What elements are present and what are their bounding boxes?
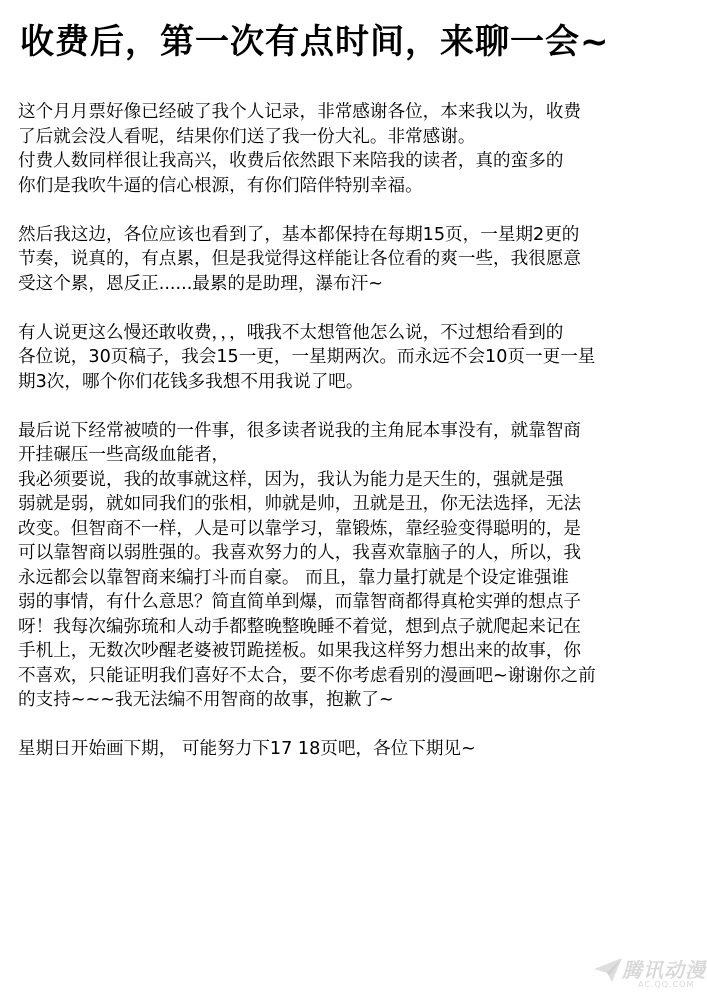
text-line: 星期日开始画下期， 可能努力下17 18页吧，各位下期见~: [18, 739, 476, 759]
text-line: 有人说更这么慢还敢收费，，，哦我不太想管他怎么说，不过想给看到的: [18, 322, 564, 343]
paragraph-pricing: [18, 321, 698, 395]
text-line: 期3次，哪个你们花钱多我想不用我说了吧。: [18, 371, 364, 392]
text-line: 弱就是弱，就如同我们的张相，帅就是帅，丑就是丑，你无法选择，无法: [18, 494, 582, 514]
text-line: 改变。但智商不一样，人是可以靠学习，靠锻炼，靠经验变得聪明的，是: [18, 518, 582, 539]
text-line: 各位说，30页稿子，我会15一更，一星期两次。而永远不会10页一更一星: [18, 347, 596, 367]
paragraph-schedule: [18, 223, 698, 297]
text-line: 不喜欢，只能证明我们喜好不太合，要不你考虑看别的漫画吧~谢谢你之前: [18, 665, 596, 686]
paragraph-gap: [18, 198, 698, 223]
text-line: 永远都会以靠智商来编打斗而自豪。 而且，靠力量打就是个设定谁强谁: [18, 567, 570, 588]
text-line: 我必须要说，我的故事就这样，因为，我认为能力是天生的，强就是强: [18, 469, 564, 490]
text-line: 的支持~~~我无法编不用智商的故事，抱歉了~: [18, 690, 394, 710]
text-line: 开挂碾压一些高级血能者，: [18, 445, 230, 465]
text-line: 然后我这边，各位应该也看到了，基本都保持在每期15页，一星期2更的: [18, 224, 580, 245]
text-line: 受这个累，恩反正......最累的是助理，瀑布汗~: [18, 273, 383, 294]
text-line: 最后说下经常被喷的一件事，很多读者说我的主角屁本事没有，就靠智商: [18, 420, 582, 441]
text-line: 节奏，说真的，有点累，但是我觉得这样能让各位看的爽一些，我很愿意: [18, 249, 582, 269]
page-title: 收费后，第一次有点时间，来聊一会~: [20, 22, 610, 62]
text-line: 你们是我吹牛逼的信心根源，有你们陪伴特别幸福。: [18, 175, 423, 196]
paragraph-story: [18, 419, 698, 713]
paragraph-gap: [18, 394, 698, 419]
text-line: 了后就会没人看呢，结果你们送了我一份大礼。非常感谢。: [18, 126, 476, 147]
paper-plane-icon: [592, 954, 624, 986]
text-line: 弱的事情，有什么意思？简直简单到爆，而靠智商都得真枪实弹的想点子: [18, 592, 582, 612]
text-line: 这个月月票好像已经破了我个人记录，非常感谢各位，本来我以为，收费: [18, 102, 582, 122]
watermark-text: 腾讯动漫: [622, 958, 706, 982]
text-line: 可以靠智商以弱胜强的。我喜欢努力的人，我喜欢靠脑子的人，所以，我: [18, 543, 582, 563]
paragraph-thanks: [18, 100, 698, 198]
text-line: 手机上，无数次吵醒老婆被罚跪搓板。如果我这样努力想出来的故事，你: [18, 641, 582, 661]
paragraph-gap: [18, 296, 698, 321]
text-line: 呀！我每次编弥琉和人动手都整晚整晚睡不着觉，想到点子就爬起来记在: [18, 616, 582, 637]
watermark-url: AC.QQ.COM: [638, 980, 695, 989]
text-line: 付费人数同样很让我高兴，收费后依然跟下来陪我的读者，真的蛮多的: [18, 151, 564, 171]
paragraph-next-issue: [18, 737, 698, 762]
tencent-comic-watermark: [592, 952, 706, 994]
notice-body: [18, 100, 698, 762]
paragraph-gap: [18, 713, 698, 738]
